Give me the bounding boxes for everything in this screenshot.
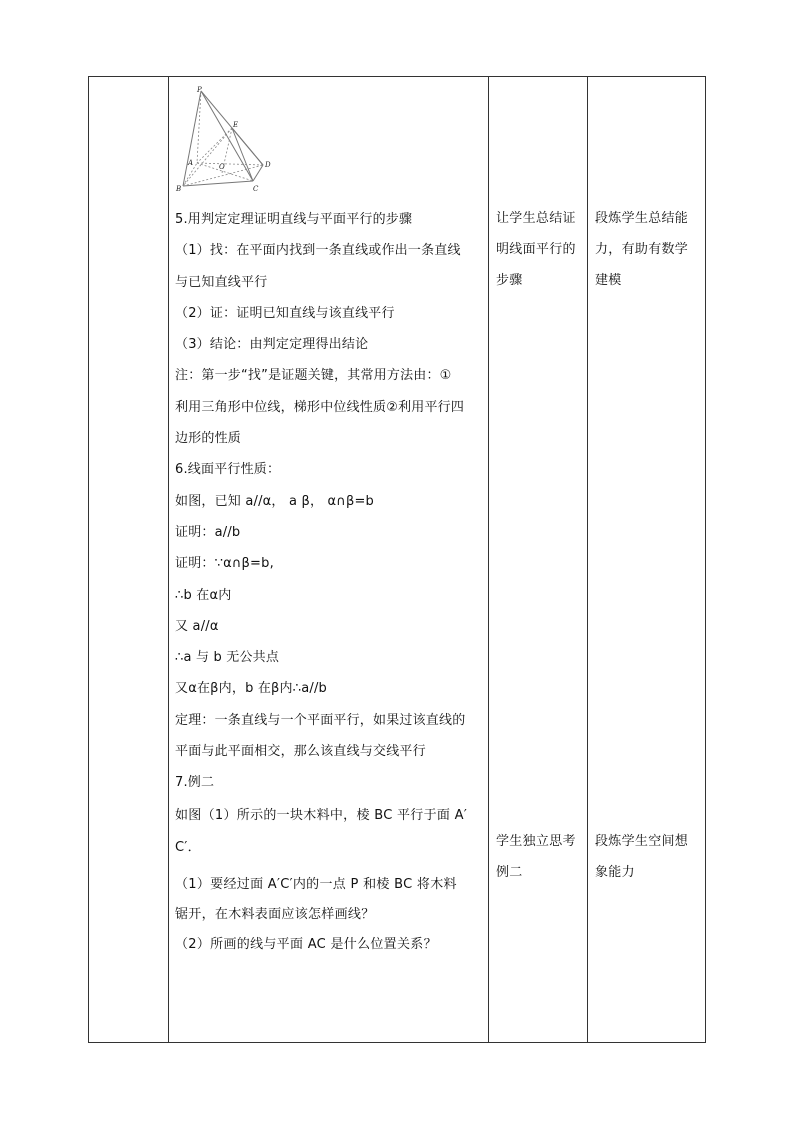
- label-a: A: [188, 159, 194, 167]
- activity-2: [489, 826, 588, 888]
- example-line: 锯开，在木料表面应该怎样画线？: [175, 907, 375, 922]
- content-line: 边形的性质: [175, 431, 242, 447]
- content-line: 5.用判定定理证明直线与平面平行的步骤: [175, 212, 413, 227]
- activity-1: [489, 203, 588, 296]
- content-line: （3）结论：由判定定理得出结论: [175, 337, 369, 353]
- content-line: 6.线面平行性质：: [175, 462, 281, 478]
- label-c: C: [253, 185, 259, 193]
- label-e: E: [233, 121, 239, 129]
- lesson-table: [88, 76, 706, 1043]
- example-text: [169, 800, 489, 960]
- content-line: 与已知直线平行: [175, 274, 268, 290]
- example-line: （1）要经过面 A′C′内的一点 P 和棱 BC 将木料: [175, 877, 457, 892]
- example-line: （2）所画的线与平面 AC 是什么位置关系？: [175, 937, 437, 952]
- activity-line: 明线面平行的: [496, 242, 576, 257]
- content-line: 证明：a//b: [175, 524, 241, 540]
- content-text: [169, 204, 489, 799]
- content-line: 平面与此平面相交，那么该直线与交线平行: [175, 744, 426, 760]
- content-line: （2）证：证明已知直线与该直线平行: [175, 305, 395, 321]
- example-line: 如图（1）所示的一块木料中，棱 BC 平行于面 A′: [175, 808, 468, 823]
- activity-line: 例二: [496, 865, 523, 880]
- content-line: 又α在β内，b 在β内∴a//b: [175, 681, 327, 697]
- content-line: 注：第一步“找”是证题关键，其常用方法由：①: [175, 368, 452, 384]
- goal-line: 建模: [595, 273, 622, 288]
- goal-1: [588, 203, 706, 296]
- content-line: 如图，已知 a//α， a β， α∩β=b: [175, 493, 375, 509]
- content-line: 定理：一条直线与一个平面平行，如果过该直线的: [175, 712, 466, 728]
- activity-line: 让学生总结证: [496, 211, 576, 226]
- content-line: 又 a//α: [175, 618, 219, 634]
- goal-line: 段炼学生总结能: [595, 211, 689, 226]
- content-line: 7.例二: [175, 775, 215, 791]
- example-line: C′．: [175, 840, 201, 855]
- goal-line: 段炼学生空间想: [595, 834, 689, 849]
- content-line: ∴b 在α内: [175, 587, 232, 603]
- activity-line: 学生独立思考: [496, 834, 576, 849]
- activity-line: 步骤: [496, 273, 523, 288]
- goal-2: [588, 826, 706, 888]
- label-b: B: [176, 185, 182, 193]
- goal-line: 象能力: [595, 865, 635, 880]
- label-o: O: [219, 163, 225, 171]
- pyramid-figure: [175, 83, 275, 193]
- label-p: P: [197, 86, 202, 94]
- label-d: D: [265, 161, 271, 169]
- content-line: （1）找：在平面内找到一条直线或作出一条直线: [175, 243, 461, 259]
- content-line: 利用三角形中位线，梯形中位线性质②利用平行四: [175, 399, 465, 415]
- content-line: 证明：∵α∩β=b,: [175, 556, 274, 572]
- goal-line: 力，有助有数学: [595, 242, 689, 257]
- content-line: ∴a 与 b 无公共点: [175, 650, 280, 666]
